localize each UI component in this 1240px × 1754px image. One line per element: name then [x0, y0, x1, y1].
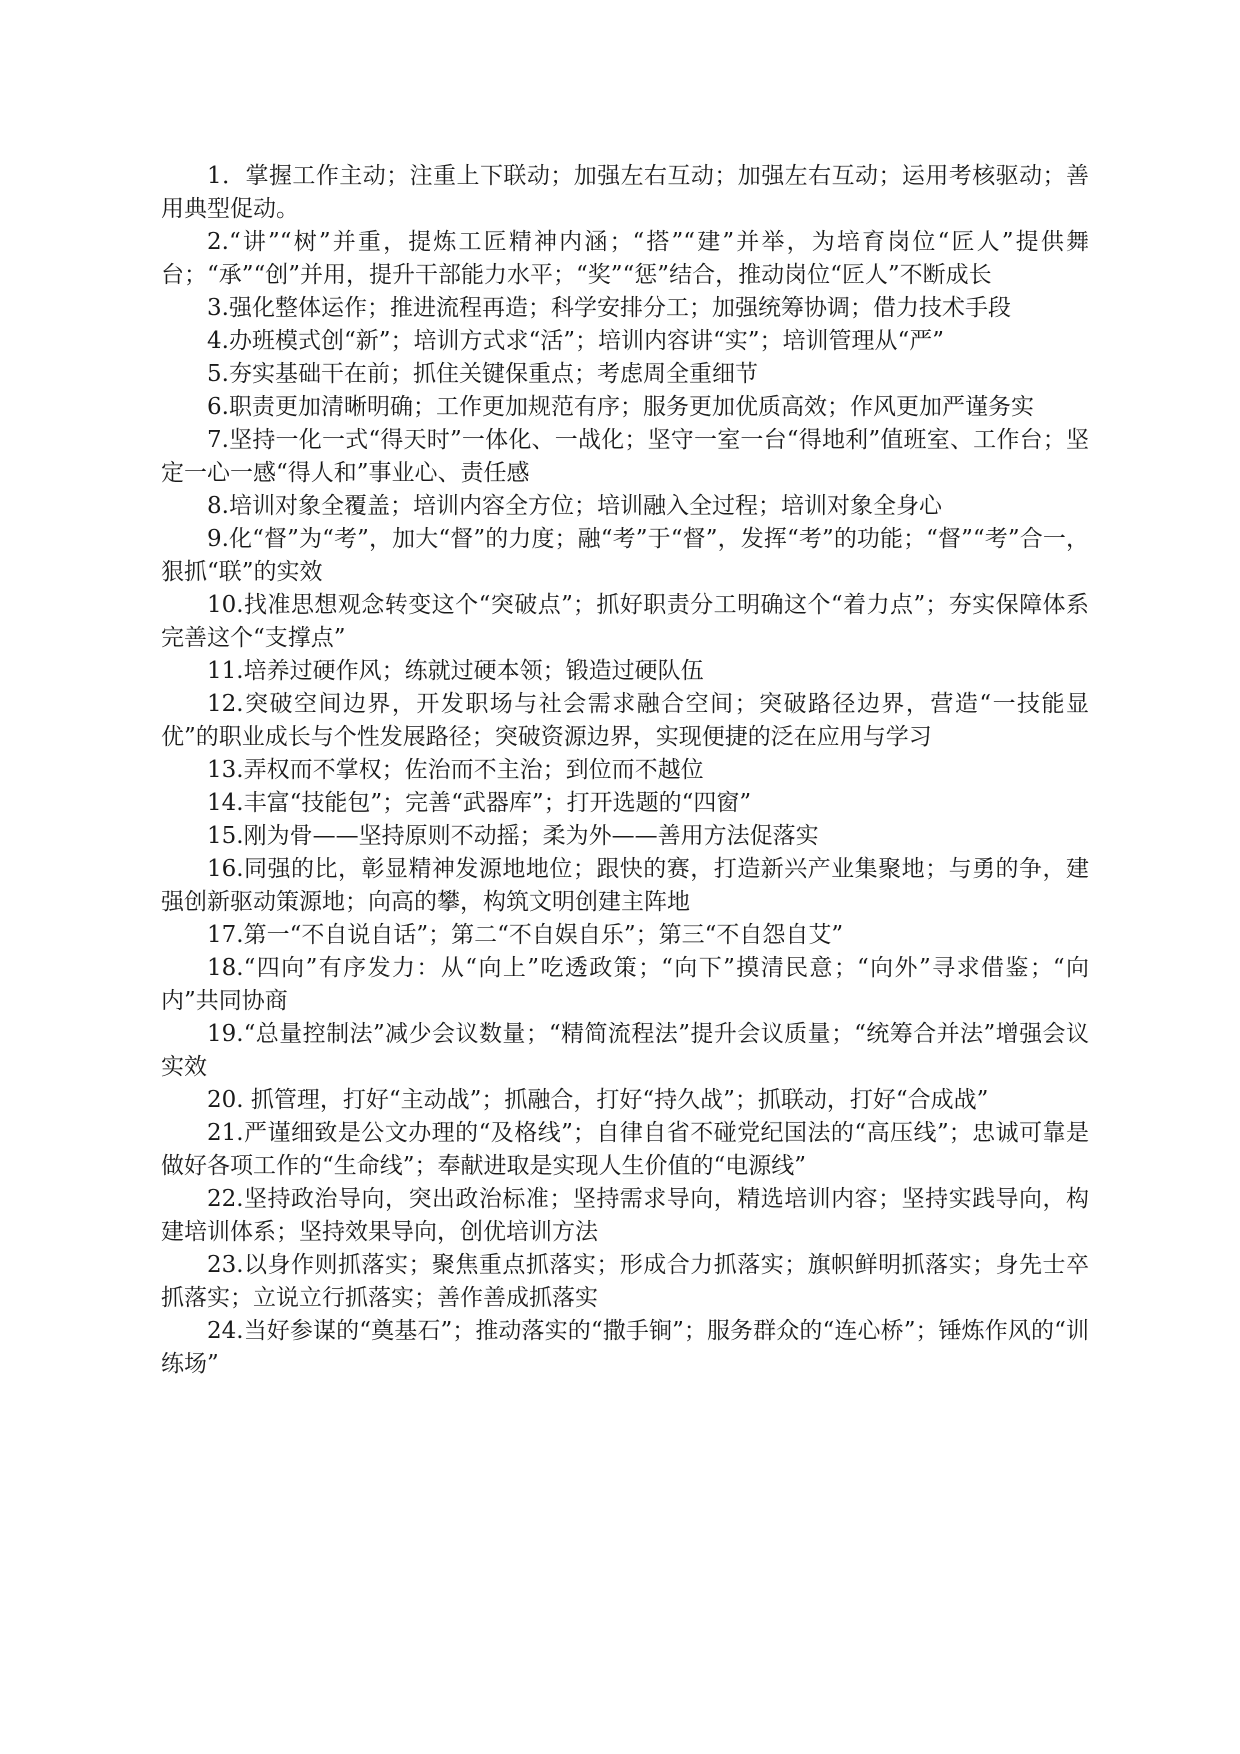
list-item: 13.弄权而不掌权；佐治而不主治；到位而不越位: [207, 757, 704, 783]
list-item: 4.办班模式创“新”；培训方式求“活”；培训内容讲“实”；培训管理从“严”: [207, 328, 945, 354]
list-item: 2.“讲”“树”并重，提炼工匠精神内涵；“搭”“建”并举，为培育岗位“匠人”提供舞台；“承”“创”并用，提升干部能力水平；“奖”“惩”结合，推动岗位“匠人”不断成长: [161, 229, 1089, 288]
list-item: 16.同强的比，彰显精神发源地地位；跟快的赛，打造新兴产业集聚地；与勇的争，建强创新驱动策源地；向高的攀，构筑文明创建主阵地: [161, 856, 1089, 915]
list-item: 12.突破空间边界，开发职场与社会需求融合空间；突破路径边界，营造“一技能显优”的职业成长与个性发展路径；突破资源边界，实现便捷的泛在应用与学习: [161, 691, 1089, 750]
list-item: 23.以身作则抓落实；聚焦重点抓落实；形成合力抓落实；旗帜鲜明抓落实；身先士卒抓落实；立说立行抓落实；善作善成抓落实: [161, 1252, 1089, 1311]
list-item: 1．掌握工作主动；注重上下联动；加强左右互动；加强左右互动；运用考核驱动；善用典型促动。: [161, 163, 1089, 222]
document-body: [161, 160, 1089, 1381]
list-item: 19.“总量控制法”减少会议数量；“精简流程法”提升会议质量；“统筹合并法”增强会议实效: [161, 1021, 1089, 1080]
list-item: 6.职责更加清晰明确；工作更加规范有序；服务更加优质高效；作风更加严谨务实: [207, 394, 1034, 420]
list-item: 18.“四向”有序发力：从“向上”吃透政策；“向下”摸清民意；“向外”寻求借鉴；“向内”共同协商: [161, 955, 1089, 1014]
list-item: 20. 抓管理，打好“主动战”；抓融合，打好“持久战”；抓联动，打好“合成战”: [207, 1087, 989, 1113]
list-item: 5.夯实基础干在前；抓住关键保重点；考虑周全重细节: [207, 361, 758, 387]
list-item: 7.坚持一化一式“得天时”一体化、一战化；坚守一室一台“得地利”值班室、工作台；坚定一心一感“得人和”事业心、责任感: [161, 427, 1089, 486]
list-item: 8.培训对象全覆盖；培训内容全方位；培训融入全过程；培训对象全身心: [207, 493, 942, 519]
list-item: 3.强化整体运作；推进流程再造；科学安排分工；加强统筹协调；借力技术手段: [207, 295, 1011, 321]
list-item: 10.找准思想观念转变这个“突破点”；抓好职责分工明确这个“着力点”；夯实保障体系完善这个“支撑点”: [161, 592, 1089, 651]
list-item: 14.丰富“技能包”；完善“武器库”；打开选题的“四窗”: [207, 790, 752, 816]
list-item: 21.严谨细致是公文办理的“及格线”；自律自省不碰党纪国法的“高压线”；忠诚可靠是做好各项工作的“生命线”；奉献进取是实现人生价值的“电源线”: [161, 1120, 1089, 1179]
list-item: 22.坚持政治导向，突出政治标准；坚持需求导向，精选培训内容；坚持实践导向，构建培训体系；坚持效果导向，创优培训方法: [161, 1186, 1089, 1245]
list-item: 9.化“督”为“考”，加大“督”的力度；融“考”于“督”，发挥“考”的功能；“督”“考”合一，狠抓“联”的实效: [161, 526, 1089, 585]
list-item: 11.培养过硬作风；练就过硬本领；锻造过硬队伍: [207, 658, 704, 684]
list-item: 15.刚为骨——坚持原则不动摇；柔为外——善用方法促落实: [207, 823, 819, 849]
list-item: 24.当好参谋的“奠基石”；推动落实的“撒手锏”；服务群众的“连心桥”；锤炼作风的“训练场”: [161, 1318, 1089, 1377]
list-item: 17.第一“不自说自话”；第二“不自娱自乐”；第三“不自怨自艾”: [207, 922, 844, 948]
